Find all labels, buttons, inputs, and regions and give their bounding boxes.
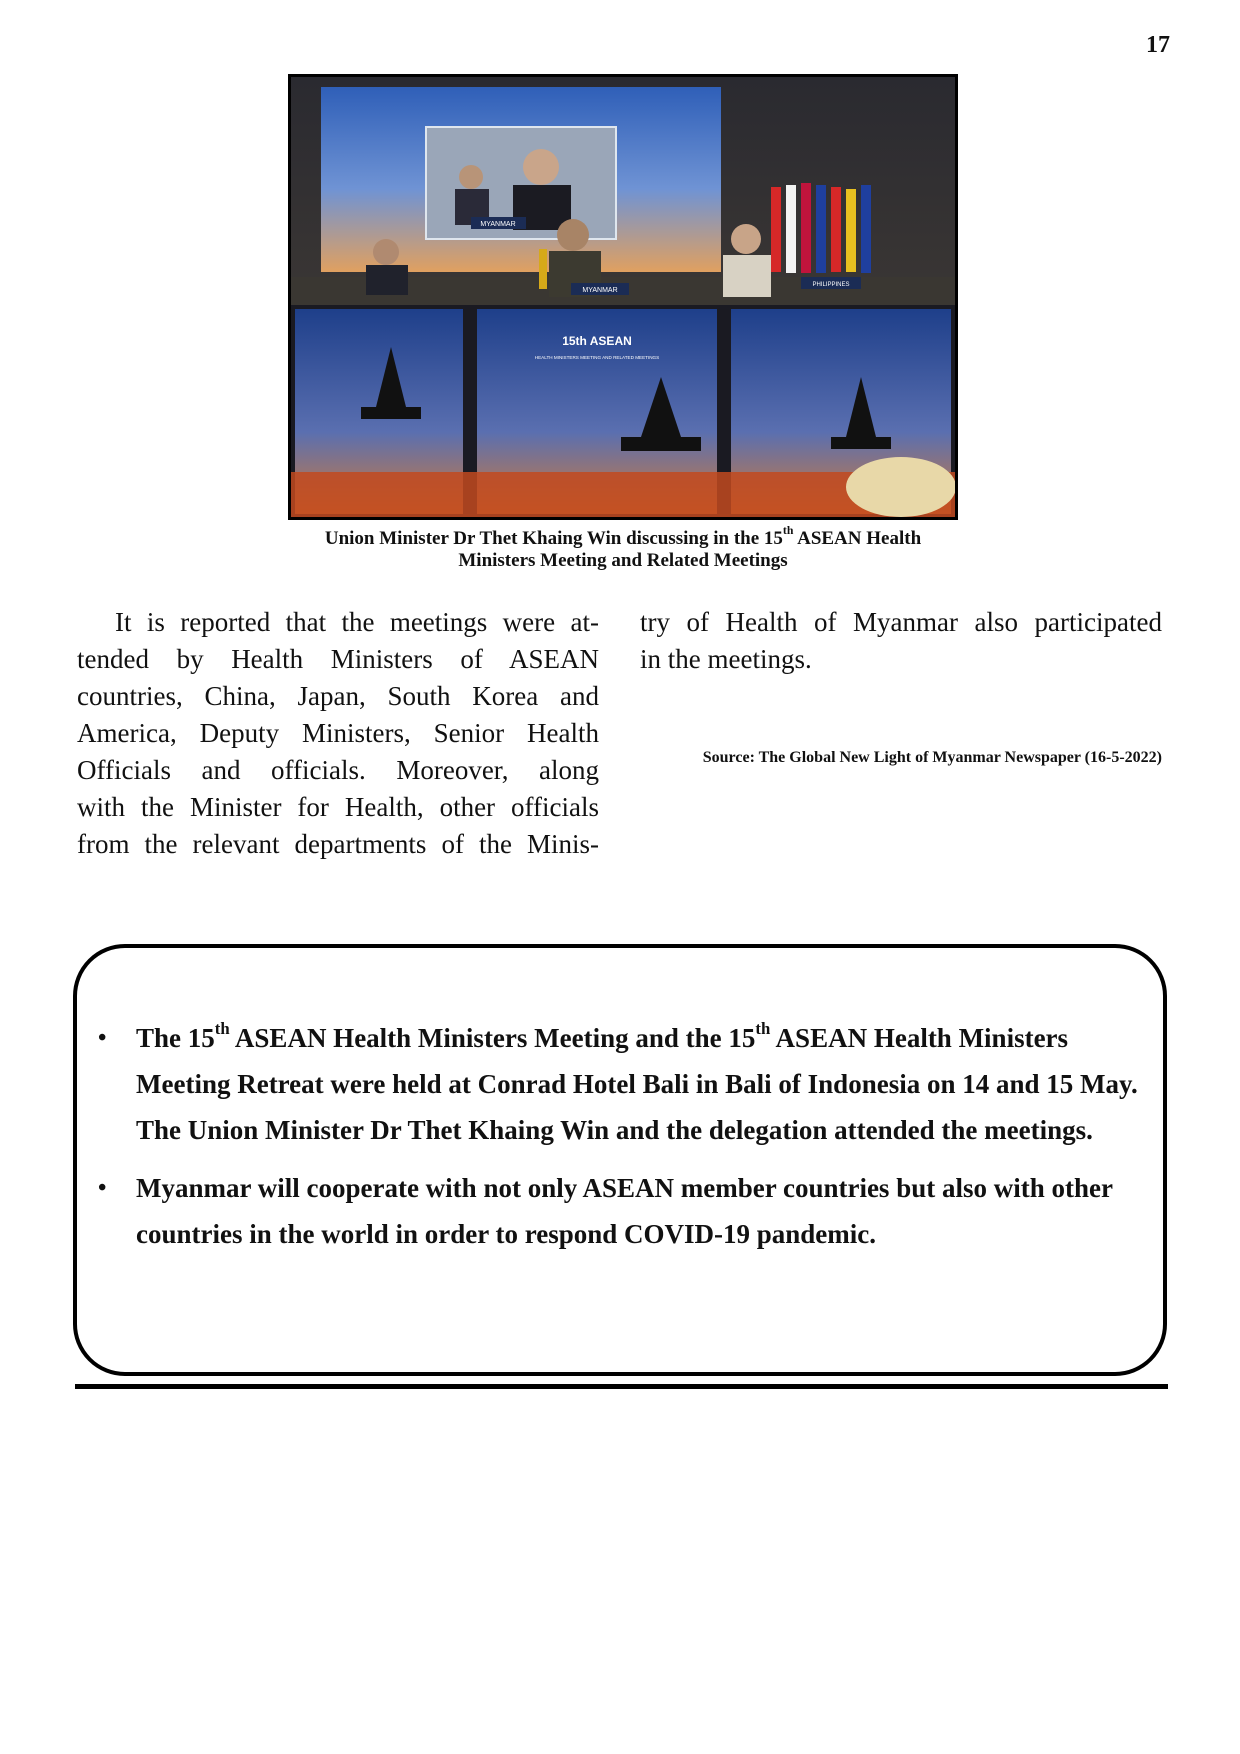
article-line: in the meetings. — [640, 644, 812, 674]
flag-5 — [831, 187, 841, 272]
article-line: It is reported that the meetings were at- — [115, 607, 599, 637]
video-speaker-head — [523, 149, 559, 185]
front-nameplate-text: MYANMAR — [582, 287, 618, 294]
summary-list — [98, 1015, 1143, 1269]
video-nameplate-text: MYANMAR — [480, 221, 516, 228]
summary-item: • The 15th ASEAN Health Ministers Meeting and the 15th ASEAN Health Ministers Meeting Retreat were held at Conrad Hotel Bali in Bali of Indonesia on 14 and 15 May. The Union Minister Dr Thet Khaing Win and the delegation attended the meetings. — [136, 1015, 1143, 1153]
banner-title: 15th ASEAN — [562, 334, 632, 348]
summary-item: • Myanmar will cooperate with not only ASEAN member countries but also with other countries in the world in order to respond COVID-19 pandemic. — [136, 1165, 1143, 1257]
flag-2 — [786, 185, 796, 273]
article-line: Officials and officials. Moreover, along — [77, 755, 599, 785]
flag-1 — [771, 187, 781, 272]
flower-arrangement — [846, 457, 955, 517]
source-credit: Source: The Global New Light of Myanmar Newspaper (16-5-2022) — [702, 749, 1162, 766]
delegate-right-head — [731, 224, 761, 254]
article-column-right — [640, 604, 1162, 678]
flag-6 — [846, 189, 856, 272]
delegate-left-head — [373, 239, 399, 265]
article-line: America, Deputy Ministers, Senior Health — [77, 718, 599, 748]
temple-base-left — [361, 407, 421, 419]
video-delegate-head — [459, 165, 483, 189]
article-line: with the Minister for Health, other officials — [77, 792, 599, 822]
photo-caption — [270, 524, 976, 572]
myanmar-flag — [539, 249, 547, 289]
bullet-icon: • — [98, 1175, 107, 1201]
page-number: 17 — [1146, 32, 1170, 58]
delegate-left-body — [366, 265, 408, 295]
article-line: try of Health of Myanmar also participated — [640, 607, 1162, 637]
banner-subtitle: HEALTH MINISTERS MEETING AND RELATED MEETINGS — [534, 355, 660, 360]
bullet-icon: • — [98, 1025, 107, 1051]
minister-head — [557, 219, 589, 251]
side-nameplate-text: PHILIPPINES — [812, 282, 850, 288]
flag-4 — [816, 185, 826, 273]
article-line: tended by Health Ministers of ASEAN — [77, 644, 599, 674]
flag-3 — [801, 183, 811, 273]
flag-7 — [861, 185, 871, 273]
article-column-left — [77, 604, 599, 863]
meeting-photo — [288, 74, 958, 520]
section-divider — [75, 1384, 1168, 1389]
temple-base-center — [621, 437, 701, 451]
article-line: from the relevant departments of the Minis- — [77, 829, 599, 859]
caption-line-1: Union Minister Dr Thet Khaing Win discussing in the 15th ASEAN Health — [324, 524, 922, 549]
delegate-right-body — [723, 255, 771, 297]
meeting-photo-illustration — [291, 77, 955, 517]
temple-base-right — [831, 437, 891, 449]
article-line: countries, China, Japan, South Korea and — [77, 681, 599, 711]
caption-line-2: Ministers Meeting and Related Meetings — [458, 550, 788, 571]
